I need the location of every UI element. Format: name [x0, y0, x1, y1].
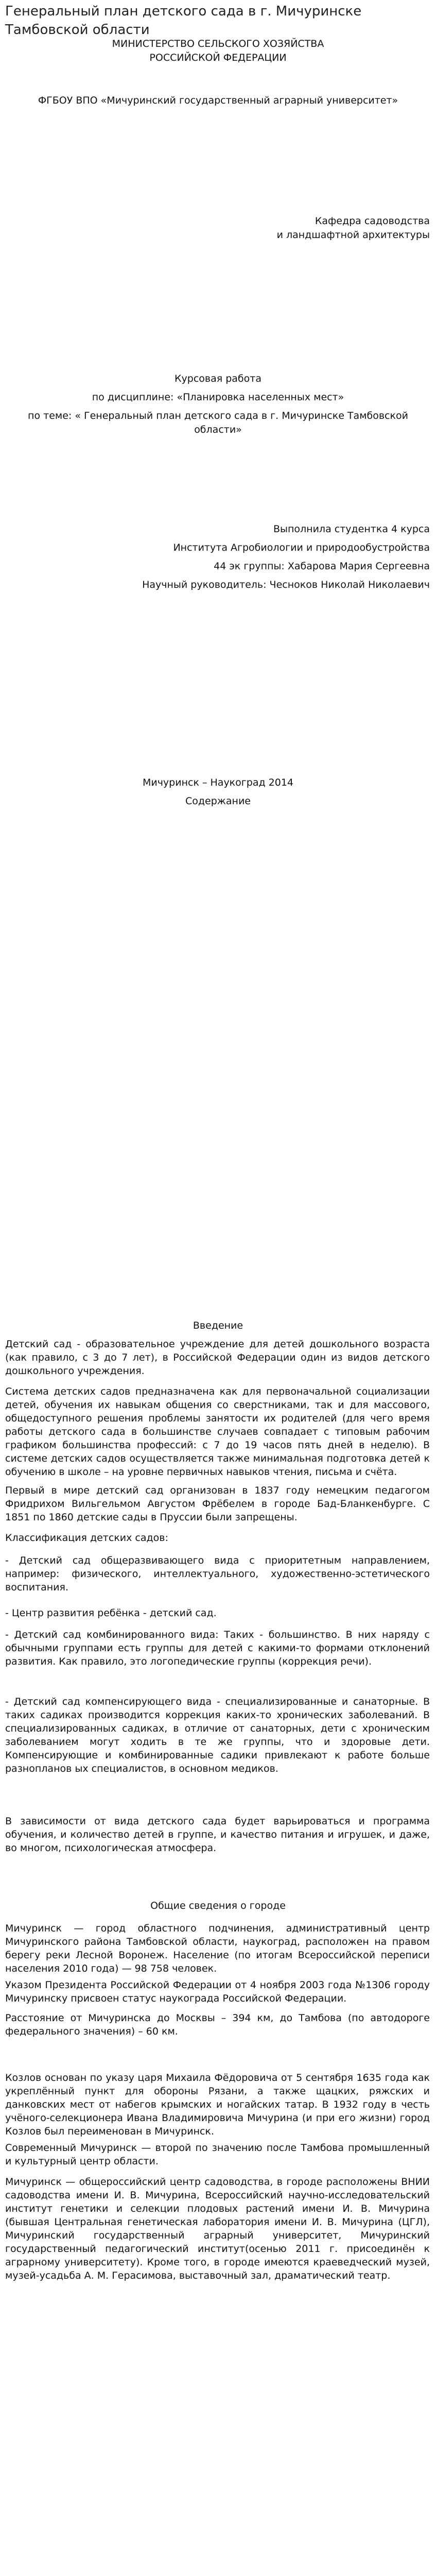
work-type: Курсовая работа	[175, 373, 261, 384]
city-info-paragraph: Указом Президента Российской Федерации от 4 ноября 2003 года №1306 городу Мичуринску присвоен статус наукограда Российской Федерации.	[5, 1979, 430, 2004]
classification-item: - Детский сад компенсирующего вида - специализированные и санаторные. В таких садиках производится коррекция каких-то хронических заболеваний. В специализированных садиках, в отличие от санаторных, дети с хроническим заболеванием могут ходить в те же группы, что и здоровые дети. Компенсирующие и комбинированные садики привлекают к работе больше разнопланов ых специалистов, в основном медиков.	[5, 1696, 430, 1774]
intro-paragraph: Первый в мире детский сад организован в 1837 году немецким педагогом Фридрихом Вильгельмом Августом Фрёбелем в городе Бад-Бланкенбурге. С 1851 по 1860 детские сады в Пруссии были запрещены.	[5, 1485, 430, 1523]
author-line-1: Выполнила студентка 4 курса	[273, 523, 430, 535]
supervisor: Научный руководитель: Чесноков Николай Николаевич	[142, 579, 430, 590]
ministry-line-2: РОССИЙСКОЙ ФЕДЕРАЦИИ	[149, 52, 287, 63]
author-line-3: 44 эк группы: Хабарова Мария Сергеевна	[214, 561, 430, 572]
intro-paragraph: Детский сад - образовательное учреждение для детей дошкольного возраста (как правило, с 3 до 7 лет), в Российской Федерации один из видов детского дошкольного учреждения.	[5, 1338, 430, 1377]
classification-item: - Детский сад комбинированного вида: Таких - большинство. В них наряду с обычными группами есть группы для детей с какими-то формами отклонений развития. Как правило, это логопедические группы (коррекция речи).	[5, 1629, 430, 1667]
city-info-paragraph: Козлов основан по указу царя Михаила Фёдоровича от 5 сентября 1635 года как укреплённый пункт для обороны Рязани, а также щацких, ряжских и данковских мест от набегов крымских и ногайских татар. В 1932 году в честь учёного-селекционера Ивана Владимировича Мичурина (и при его жизни) город Козлов был переименован в Мичуринск.	[5, 2072, 430, 2137]
city-info-paragraph: Мичуринск — город областного подчинения, административный центр Мичуринского района Тамбовской области, наукоград, расположен на правом берегу реки Лесной Воронеж. Население (по итогам Всероссийской переписи населения 2010 года) — 98 758 человек.	[5, 1923, 430, 1974]
classification-item: - Детский сад общеразвивающего вида с приоритетным направлением, например: физического, интеллектуального, художественно-эстетического воспитания.	[5, 1555, 430, 1593]
document-title: Генеральный план детского сада в г. Мичуринске Тамбовской области	[5, 4, 362, 38]
department-line-1: Кафедра садоводства	[315, 215, 430, 227]
topic-line-1: по теме: « Генеральный план детского сада в г. Мичуринске Тамбовской	[28, 410, 408, 421]
discipline: по дисциплине: «Планировка населенных мест»	[92, 392, 344, 403]
city-info-paragraph: Современный Мичуринск — второй по значению после Тамбова промышленный и культурный центр области.	[5, 2142, 430, 2167]
ministry-line-1: МИНИСТЕРСТВО СЕЛЬСКОГО ХОЗЯЙСТВА	[112, 38, 324, 49]
city-info-paragraph: Расстояние от Мичуринска до Москвы – 394 км, до Тамбова (по автодороге федерального значения) – 60 км.	[5, 2012, 430, 2037]
city-info-paragraph: Мичуринск — общероссийский центр садоводства, в городе расположены ВНИИ садоводства имени И. В. Мичурина, Всероссийский научно-исследовательский институт генетики и селекции плодовых растений имени И. В. Мичурина (бывшая Центральная генетическая лаборатория имени И. В. Мичурина (ЦГЛ), Мичуринский государственный аграрный университет, Мичуринский государственный педагогический институт(осенью 2011 г. присоединён к аграрному университету). Кроме того, в городе имеются краеведческий музей, музей-усадьба А. М. Герасимова, выставочный зал, драматический театр.	[5, 2176, 430, 2281]
department-line-2: и ландшафтной архитектуры	[276, 229, 430, 241]
introduction-heading: Введение	[193, 1320, 243, 1331]
university-name: ФГБОУ ВПО «Мичуринский государственный аграрный университет»	[38, 95, 398, 106]
city-info-heading: Общие сведения о городе	[150, 1900, 286, 1911]
intro-paragraph: Система детских садов предназначена как для первоначальной социализации детей, обучения их навыкам общения со сверстниками, так и для массового, общедоступного решения проблемы занятости их родителей (для чего время работы детского сада в большинстве случаев совпадает с типовым рабочим графиком большинства профессий: с 7 до 19 часов пять дней в неделю). В системе детских садов осуществляется также минимальная подготовка детей к обучению в школе – на уровне первичных навыков чтения, письма и счёта.	[5, 1386, 430, 1478]
city-year: Мичуринск – Наукоград 2014	[142, 777, 294, 788]
classification-heading: Классификация детских садов:	[5, 1532, 168, 1544]
topic-line-2: области»	[194, 424, 242, 435]
contents-heading: Содержание	[185, 795, 251, 807]
author-line-2: Института Агробиологии и природообустройства	[173, 542, 430, 553]
intro-paragraph: В зависимости от вида детского сада будет варьироваться и программа обучения, и количество детей в группе, и качество питания и игрушек, и даже, во многом, психологическая атмосфера.	[5, 1816, 430, 1854]
classification-item: - Центр развития ребёнка - детский сад.	[5, 1607, 217, 1619]
